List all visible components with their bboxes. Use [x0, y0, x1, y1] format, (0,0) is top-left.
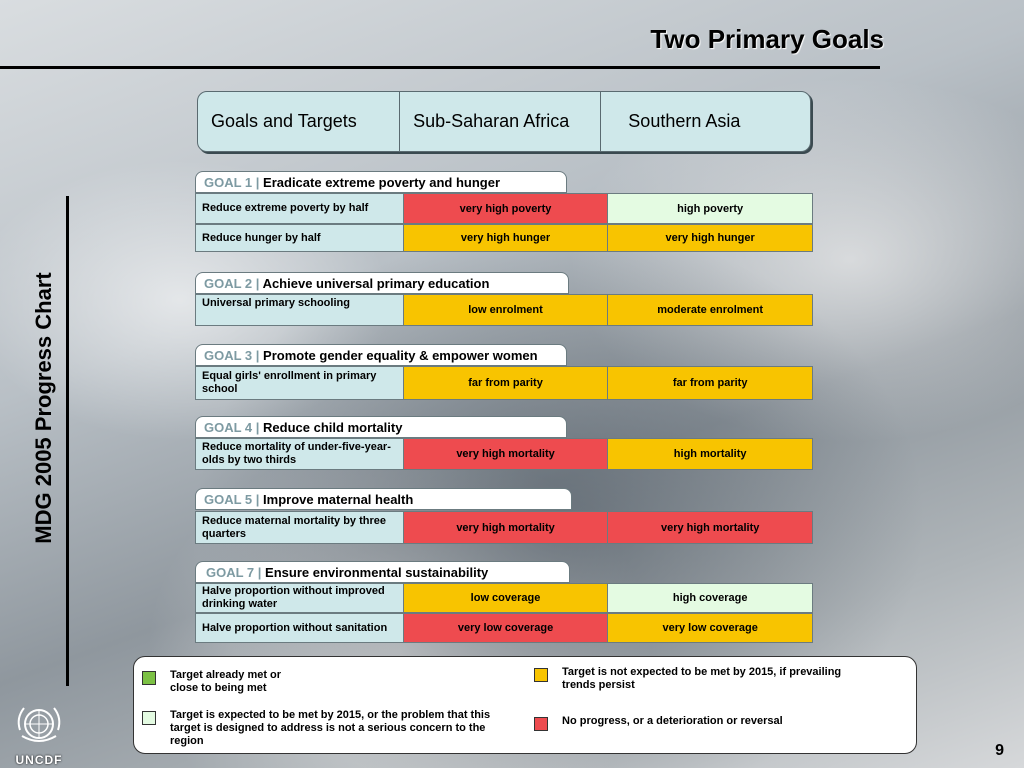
- side-divider: [66, 196, 69, 686]
- goal-number: GOAL 5 |: [204, 492, 260, 507]
- legend-item-not-expected: [534, 666, 874, 692]
- table-row: [195, 613, 813, 643]
- goal-number: GOAL 4 |: [204, 420, 260, 435]
- legend: [133, 656, 917, 754]
- light-green-swatch: [142, 711, 156, 725]
- sa-status: very high mortality: [607, 512, 812, 543]
- un-logo: [10, 700, 68, 767]
- header-southern-asia: Southern Asia: [600, 92, 810, 151]
- ssa-status: low enrolment: [403, 295, 608, 325]
- goal-3-heading: [195, 344, 567, 366]
- ssa-status: very low coverage: [403, 614, 608, 642]
- table-row: [195, 583, 813, 613]
- legend-item-met: [142, 669, 302, 695]
- goal-number: GOAL 3 |: [204, 348, 260, 363]
- target-label: Reduce extreme poverty by half: [202, 202, 369, 214]
- header-goals-targets: Goals and Targets: [211, 111, 357, 131]
- target-label: Reduce mortality of under-five-year-olds by two thirds: [202, 441, 391, 466]
- legend-item-expected: [142, 709, 512, 748]
- table-row: [195, 511, 813, 544]
- header-sub-saharan-africa: Sub-Saharan Africa: [399, 92, 600, 151]
- ssa-status: very high poverty: [403, 194, 608, 223]
- table-row: [195, 366, 813, 400]
- goal-4-heading: [195, 416, 567, 438]
- table-row: [195, 294, 813, 326]
- table-row: [195, 193, 813, 224]
- table-row: [195, 438, 813, 470]
- legend-text: Target is expected to be met by 2015, or the problem that this target is designed to address is not a serious concern to the region: [170, 709, 491, 747]
- ssa-status: very high mortality: [403, 439, 608, 469]
- legend-text: Target is not expected to be met by 2015, if prevailing trends persist: [562, 666, 842, 691]
- goal-number: GOAL 2 |: [204, 276, 260, 291]
- legend-item-no-progress: [534, 715, 874, 731]
- yellow-swatch: [534, 668, 548, 682]
- goal-number: GOAL 1 |: [204, 175, 260, 190]
- logo-text: UNCDF: [15, 753, 63, 767]
- page-number: 9: [995, 742, 1004, 759]
- goal-1-heading: [195, 171, 567, 193]
- sa-status: high poverty: [607, 194, 812, 223]
- sa-status: very low coverage: [607, 614, 812, 642]
- goal-name: Improve maternal health: [263, 492, 414, 507]
- goal-number: GOAL 7 |: [206, 565, 262, 580]
- ssa-status: very high mortality: [403, 512, 608, 543]
- slide-title: Two Primary Goals: [650, 24, 884, 54]
- goal-name: Achieve universal primary education: [262, 276, 490, 291]
- title-divider: [0, 66, 880, 69]
- target-label: Halve proportion without improved drinking water: [202, 585, 385, 610]
- goal-name: Eradicate extreme poverty and hunger: [263, 175, 501, 190]
- red-swatch: [534, 717, 548, 731]
- un-emblem-icon: [10, 700, 68, 748]
- goal-5-heading: [195, 488, 572, 510]
- goal-2-heading: [195, 272, 569, 294]
- side-title: MDG 2005 Progress Chart: [31, 272, 56, 544]
- sa-status: far from parity: [607, 367, 812, 399]
- target-label: Halve proportion without sanitation: [202, 621, 388, 634]
- target-label: Universal primary schooling: [202, 297, 350, 309]
- goal-name: Reduce child mortality: [263, 420, 403, 435]
- target-label: Equal girls' enrollment in primary school: [202, 370, 377, 395]
- table-row: [195, 224, 813, 252]
- table-header: [197, 91, 811, 152]
- sa-status: moderate enrolment: [607, 295, 812, 325]
- goal-7-heading: [195, 561, 570, 583]
- legend-text: No progress, or a deterioration or reversal: [562, 715, 783, 727]
- goal-name: Ensure environmental sustainability: [265, 565, 489, 580]
- sa-status: high mortality: [607, 439, 812, 469]
- target-label: Reduce hunger by half: [202, 231, 321, 244]
- sa-status: very high hunger: [607, 225, 812, 251]
- green-swatch: [142, 671, 156, 685]
- ssa-status: far from parity: [403, 367, 608, 399]
- sa-status: high coverage: [607, 584, 812, 612]
- target-label: Reduce maternal mortality by three quarters: [202, 514, 387, 540]
- ssa-status: low coverage: [403, 584, 608, 612]
- goal-name: Promote gender equality & empower women: [263, 348, 538, 363]
- ssa-status: very high hunger: [403, 225, 608, 251]
- legend-text: Target already met or close to being met: [170, 669, 282, 694]
